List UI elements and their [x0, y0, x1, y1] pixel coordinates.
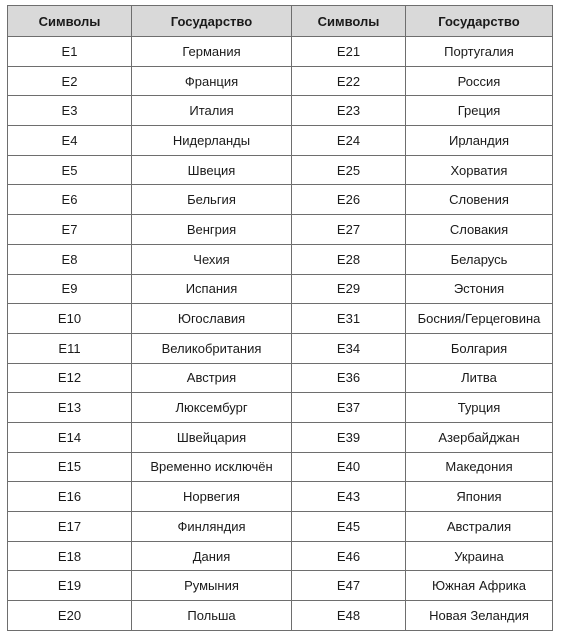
cell-symbol-right: E45	[292, 512, 406, 542]
cell-symbol-right: E39	[292, 422, 406, 452]
country-codes-table	[7, 5, 553, 631]
cell-symbol-right: E26	[292, 185, 406, 215]
cell-symbol-left: E3	[8, 96, 132, 126]
cell-symbol-left: E18	[8, 541, 132, 571]
table-row	[8, 215, 553, 245]
table-row	[8, 393, 553, 423]
table-body	[8, 37, 553, 631]
cell-symbol-left: E15	[8, 452, 132, 482]
cell-symbol-left: E14	[8, 422, 132, 452]
cell-country-left: Румыния	[132, 571, 292, 601]
cell-country-right: Ирландия	[406, 126, 553, 156]
cell-country-right: Хорватия	[406, 155, 553, 185]
cell-country-right: Южная Африка	[406, 571, 553, 601]
cell-country-left: Венгрия	[132, 215, 292, 245]
cell-symbol-left: E13	[8, 393, 132, 423]
cell-country-right: Эстония	[406, 274, 553, 304]
header-country-2: Государство	[406, 6, 553, 37]
table-row	[8, 422, 553, 452]
table-header	[8, 6, 553, 37]
cell-country-left: Франция	[132, 66, 292, 96]
cell-country-left: Бельгия	[132, 185, 292, 215]
cell-symbol-right: E43	[292, 482, 406, 512]
cell-symbol-right: E27	[292, 215, 406, 245]
table-row	[8, 452, 553, 482]
cell-country-left: Швеция	[132, 155, 292, 185]
table-row	[8, 304, 553, 334]
table-row	[8, 155, 553, 185]
cell-country-left: Германия	[132, 37, 292, 67]
document	[7, 5, 553, 631]
cell-country-right: Литва	[406, 363, 553, 393]
header-symbols-2: Символы	[292, 6, 406, 37]
cell-country-right: Словакия	[406, 215, 553, 245]
cell-country-right: Австралия	[406, 512, 553, 542]
cell-symbol-left: E7	[8, 215, 132, 245]
cell-symbol-right: E29	[292, 274, 406, 304]
cell-symbol-left: E6	[8, 185, 132, 215]
header-row	[8, 6, 553, 37]
table-row	[8, 66, 553, 96]
cell-country-right: Россия	[406, 66, 553, 96]
table-row	[8, 363, 553, 393]
cell-symbol-right: E46	[292, 541, 406, 571]
cell-symbol-left: E4	[8, 126, 132, 156]
cell-country-left: Польша	[132, 601, 292, 631]
table-row	[8, 185, 553, 215]
cell-symbol-right: E36	[292, 363, 406, 393]
cell-symbol-left: E8	[8, 244, 132, 274]
cell-symbol-left: E2	[8, 66, 132, 96]
cell-country-left: Австрия	[132, 363, 292, 393]
cell-symbol-right: E22	[292, 66, 406, 96]
header-symbols-1: Символы	[8, 6, 132, 37]
table-row	[8, 571, 553, 601]
cell-country-right: Япония	[406, 482, 553, 512]
cell-symbol-left: E17	[8, 512, 132, 542]
cell-symbol-right: E37	[292, 393, 406, 423]
cell-country-left: Югославия	[132, 304, 292, 334]
table-row	[8, 244, 553, 274]
cell-symbol-right: E48	[292, 601, 406, 631]
table-row	[8, 482, 553, 512]
cell-country-right: Македония	[406, 452, 553, 482]
cell-symbol-right: E40	[292, 452, 406, 482]
cell-country-left: Дания	[132, 541, 292, 571]
cell-symbol-left: E1	[8, 37, 132, 67]
cell-country-right: Беларусь	[406, 244, 553, 274]
table-row	[8, 541, 553, 571]
cell-country-right: Болгария	[406, 333, 553, 363]
cell-symbol-left: E20	[8, 601, 132, 631]
cell-symbol-right: E21	[292, 37, 406, 67]
cell-country-left: Швейцария	[132, 422, 292, 452]
cell-symbol-right: E23	[292, 96, 406, 126]
cell-country-right: Турция	[406, 393, 553, 423]
cell-symbol-right: E47	[292, 571, 406, 601]
cell-country-left: Люксембург	[132, 393, 292, 423]
cell-symbol-right: E34	[292, 333, 406, 363]
cell-country-left: Чехия	[132, 244, 292, 274]
cell-country-left: Италия	[132, 96, 292, 126]
cell-country-right: Азербайджан	[406, 422, 553, 452]
cell-symbol-left: E5	[8, 155, 132, 185]
cell-symbol-left: E9	[8, 274, 132, 304]
cell-country-right: Греция	[406, 96, 553, 126]
cell-symbol-right: E24	[292, 126, 406, 156]
cell-country-right: Словения	[406, 185, 553, 215]
cell-country-right: Португалия	[406, 37, 553, 67]
table-row	[8, 274, 553, 304]
header-country-1: Государство	[132, 6, 292, 37]
cell-country-right: Босния/Герцеговина	[406, 304, 553, 334]
table-row	[8, 37, 553, 67]
cell-country-left: Нидерланды	[132, 126, 292, 156]
cell-symbol-right: E31	[292, 304, 406, 334]
cell-symbol-left: E16	[8, 482, 132, 512]
cell-country-left: Норвегия	[132, 482, 292, 512]
cell-country-right: Новая Зеландия	[406, 601, 553, 631]
cell-symbol-right: E28	[292, 244, 406, 274]
cell-country-left: Великобритания	[132, 333, 292, 363]
cell-country-left: Финляндия	[132, 512, 292, 542]
cell-symbol-left: E19	[8, 571, 132, 601]
cell-symbol-left: E10	[8, 304, 132, 334]
cell-symbol-left: E11	[8, 333, 132, 363]
table-row	[8, 601, 553, 631]
cell-country-left: Испания	[132, 274, 292, 304]
cell-symbol-right: E25	[292, 155, 406, 185]
table-row	[8, 333, 553, 363]
cell-symbol-left: E12	[8, 363, 132, 393]
cell-country-left: Временно исключён	[132, 452, 292, 482]
cell-country-right: Украина	[406, 541, 553, 571]
table-row	[8, 126, 553, 156]
table-row	[8, 512, 553, 542]
table-row	[8, 96, 553, 126]
